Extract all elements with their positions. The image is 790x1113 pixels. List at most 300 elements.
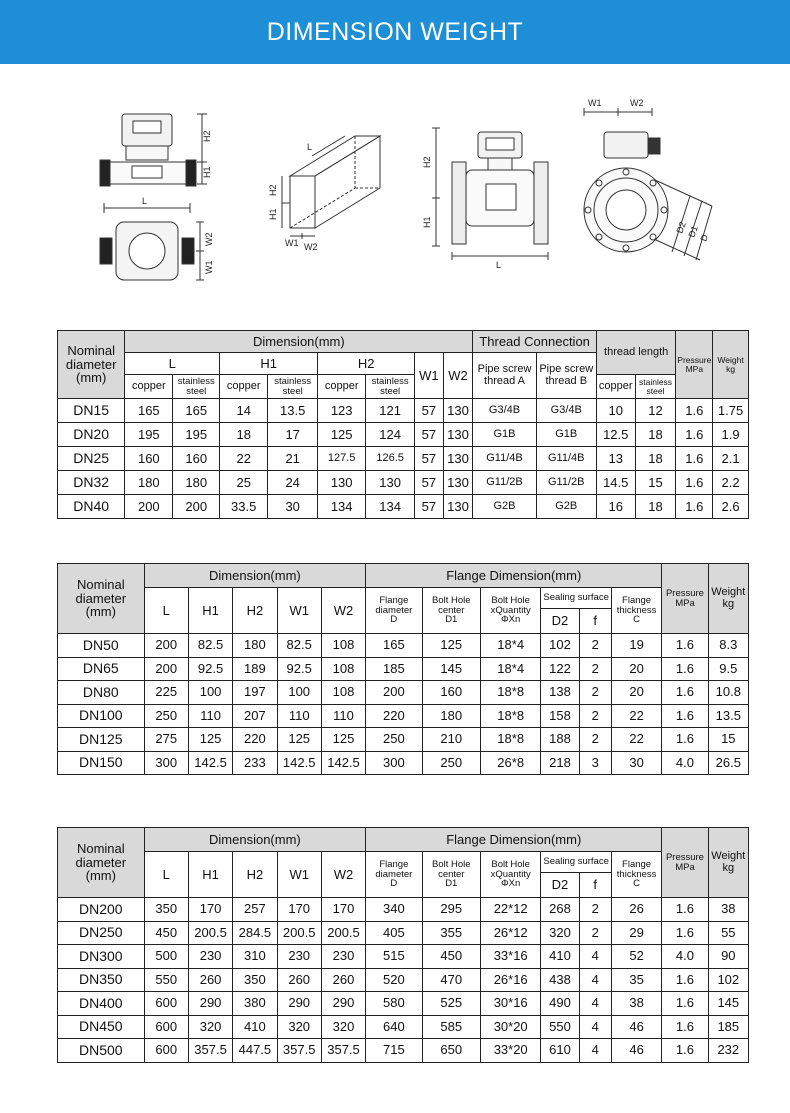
table-cell: 650 <box>422 1039 480 1063</box>
table-cell: 180 <box>233 634 277 658</box>
table-cell: 233 <box>233 751 277 775</box>
table-cell: 450 <box>144 921 188 945</box>
table-cell: 20 <box>611 657 661 681</box>
table-cell: 110 <box>277 704 321 728</box>
w2-label: W2 <box>204 232 214 246</box>
table-cell: 110 <box>188 704 232 728</box>
table-cell: 600 <box>144 1039 188 1063</box>
h1-header: H1 <box>188 588 232 634</box>
pressure-header: Pressure MPa <box>662 564 708 634</box>
table-cell: 124 <box>366 423 415 447</box>
h2-label: H2 <box>202 130 212 142</box>
table-cell: 357.5 <box>277 1039 321 1063</box>
flange-thickness-header: Flange thickness C <box>611 588 661 634</box>
table-cell: 110 <box>321 704 365 728</box>
table-cell: 4.0 <box>662 945 708 969</box>
table-cell: 257 <box>233 898 277 922</box>
table-cell: 490 <box>541 992 579 1016</box>
table-cell: G3/4B <box>473 399 536 423</box>
dimension-header: Dimension(mm) <box>144 828 366 852</box>
table-cell: 200 <box>173 495 220 519</box>
table-cell: 92.5 <box>188 657 232 681</box>
table-cell: 14.5 <box>596 471 635 495</box>
table-cell: 38 <box>611 992 661 1016</box>
pressure-header: Pressure MPa <box>662 828 708 898</box>
threaded-meter-front-drawing <box>100 114 207 186</box>
table-row <box>58 992 749 1016</box>
table-cell: 1.6 <box>676 495 713 519</box>
table-cell: 102 <box>541 634 579 658</box>
w2-header: W2 <box>321 588 365 634</box>
table-cell: G11/4B <box>536 447 596 471</box>
flange-diameter-header: Flange diameter D <box>366 852 422 898</box>
table-cell: 1.6 <box>662 657 708 681</box>
table-cell: 550 <box>541 1015 579 1039</box>
table-cell: 125 <box>318 423 366 447</box>
table-cell: 21 <box>268 447 318 471</box>
table-cell: 26.5 <box>708 751 748 775</box>
table-cell: 320 <box>321 1015 365 1039</box>
table-cell: 200.5 <box>188 921 232 945</box>
l-header: L <box>144 588 188 634</box>
w2-header: W2 <box>321 852 365 898</box>
table-cell: 188 <box>541 728 579 752</box>
table-cell: 195 <box>173 423 220 447</box>
table-cell: 1.6 <box>662 1015 708 1039</box>
table-cell: G3/4B <box>536 399 596 423</box>
flanged-h2-label: H2 <box>422 156 432 168</box>
dimension-drawings <box>0 88 790 288</box>
table-cell: 1.6 <box>662 968 708 992</box>
table-cell: DN80 <box>58 681 145 705</box>
flanged-meter-front-drawing <box>432 128 548 260</box>
w1-header: W1 <box>415 353 444 399</box>
table-cell: 108 <box>321 657 365 681</box>
w1-label: W1 <box>204 260 214 274</box>
f-header: f <box>593 613 598 628</box>
thread-connection-header: Thread Connection <box>473 331 596 353</box>
table-cell: 26*16 <box>480 968 540 992</box>
table-cell: 450 <box>422 945 480 969</box>
table-cell: 320 <box>541 921 579 945</box>
table-cell: 1.75 <box>713 399 749 423</box>
table-cell: DN150 <box>58 751 145 775</box>
table-cell: 33*20 <box>480 1039 540 1063</box>
table-cell: 26 <box>611 898 661 922</box>
table-cell: 46 <box>611 1039 661 1063</box>
table1-body <box>58 399 749 519</box>
table-cell: 585 <box>422 1015 480 1039</box>
table-cell: 410 <box>233 1015 277 1039</box>
box-h1-label: H1 <box>268 208 278 220</box>
table-cell: 1.6 <box>662 992 708 1016</box>
table-cell: 145 <box>708 992 748 1016</box>
bolt-hole-center-header: Bolt Hole center D1 <box>422 588 480 634</box>
table-cell: 300 <box>366 751 422 775</box>
table-cell: 2.2 <box>713 471 749 495</box>
copper-header: copper <box>125 375 173 399</box>
table-cell: 142.5 <box>277 751 321 775</box>
table-cell: 197 <box>233 681 277 705</box>
table3-body <box>58 898 749 1063</box>
box-w1-label: W1 <box>285 238 299 248</box>
flanged-l-label: L <box>496 260 502 270</box>
table-cell: 57 <box>415 399 444 423</box>
h1-header: H1 <box>220 353 318 375</box>
table-cell: 82.5 <box>277 634 321 658</box>
table-cell: 33.5 <box>220 495 268 519</box>
table-cell: 1.6 <box>662 1039 708 1063</box>
table-cell: 121 <box>366 399 415 423</box>
table-cell: 2 <box>579 657 611 681</box>
table-cell: 1.6 <box>676 471 713 495</box>
table-cell: 355 <box>422 921 480 945</box>
table-cell: 123 <box>318 399 366 423</box>
copper-header: copper <box>220 375 268 399</box>
table-cell: 600 <box>144 1015 188 1039</box>
table-cell: DN500 <box>58 1039 145 1063</box>
table-cell: 170 <box>321 898 365 922</box>
table-cell: 290 <box>321 992 365 1016</box>
table-cell: DN250 <box>58 921 145 945</box>
table-cell: 17 <box>268 423 318 447</box>
l-header: L <box>125 353 220 375</box>
table-cell: DN100 <box>58 704 145 728</box>
weight-header: Weight kg <box>708 828 748 898</box>
stainless-header: stainless steel <box>173 375 220 399</box>
table-cell: 500 <box>144 945 188 969</box>
thread-length-header: thread length <box>596 331 676 375</box>
table-cell: 185 <box>708 1015 748 1039</box>
table-cell: 180 <box>125 471 173 495</box>
table-cell: DN400 <box>58 992 145 1016</box>
table-cell: DN50 <box>58 634 145 658</box>
table-cell: G2B <box>473 495 536 519</box>
table-row <box>58 704 749 728</box>
table-cell: DN350 <box>58 968 145 992</box>
stainless-header: stainless steel <box>268 375 318 399</box>
table-cell: 13.5 <box>708 704 748 728</box>
table-cell: 126.5 <box>366 447 415 471</box>
table-cell: 3 <box>579 751 611 775</box>
table-cell: 218 <box>541 751 579 775</box>
h2-header: H2 <box>233 588 277 634</box>
table-cell: 2.1 <box>713 447 749 471</box>
table-cell: 134 <box>366 495 415 519</box>
h2-header: H2 <box>318 353 415 375</box>
table-cell: DN15 <box>58 399 125 423</box>
table-cell: G11/2B <box>536 471 596 495</box>
table-cell: 275 <box>144 728 188 752</box>
table-cell: 38 <box>708 898 748 922</box>
table-cell: 165 <box>366 634 422 658</box>
table-cell: G11/4B <box>473 447 536 471</box>
table-cell: 2.6 <box>713 495 749 519</box>
table-cell: DN125 <box>58 728 145 752</box>
table-cell: 15 <box>708 728 748 752</box>
table-cell: 2 <box>579 898 611 922</box>
table-cell: 57 <box>415 423 444 447</box>
table-row <box>58 423 749 447</box>
table-cell: 12.5 <box>596 423 635 447</box>
box-h2-label: H2 <box>268 184 278 196</box>
table-row <box>58 898 749 922</box>
table-cell: 165 <box>173 399 220 423</box>
table-cell: 220 <box>366 704 422 728</box>
table-cell: 268 <box>541 898 579 922</box>
bolt-hole-quantity-header: Bolt Hole xQuantity ΦXn <box>480 588 540 634</box>
h2-header: H2 <box>233 852 277 898</box>
page-title: DIMENSION WEIGHT <box>266 17 524 46</box>
table-cell: 18*8 <box>480 728 540 752</box>
table-cell: 30 <box>611 751 661 775</box>
table-cell: 4 <box>579 968 611 992</box>
table-cell: 170 <box>277 898 321 922</box>
side-d2-label: D2 <box>674 220 688 235</box>
table-cell: 122 <box>541 657 579 681</box>
table-cell: 200.5 <box>321 921 365 945</box>
table-cell: G2B <box>536 495 596 519</box>
table-cell: 230 <box>321 945 365 969</box>
copper-header: copper <box>596 375 635 399</box>
w1-header: W1 <box>277 588 321 634</box>
table-cell: 138 <box>541 681 579 705</box>
h1-header: H1 <box>188 852 232 898</box>
flange-table-dn200-dn500 <box>57 827 749 1063</box>
flanged-h1-label: H1 <box>422 216 432 228</box>
weight-header: Weight kg <box>708 564 748 634</box>
table-cell: 200 <box>366 681 422 705</box>
table-cell: 57 <box>415 471 444 495</box>
table-cell: 9.5 <box>708 657 748 681</box>
table-row <box>58 968 749 992</box>
stainless-header: stainless steel <box>366 375 415 399</box>
table-row <box>58 945 749 969</box>
table-row <box>58 634 749 658</box>
table-cell: 320 <box>277 1015 321 1039</box>
table-cell: 340 <box>366 898 422 922</box>
table-row <box>58 657 749 681</box>
side-d-label: D <box>698 233 711 243</box>
table-cell: 16 <box>596 495 635 519</box>
table-cell: 12 <box>635 399 676 423</box>
table-cell: 102 <box>708 968 748 992</box>
table-cell: 250 <box>366 728 422 752</box>
table-cell: 1.6 <box>662 898 708 922</box>
table-cell: 13.5 <box>268 399 318 423</box>
table-cell: 33*16 <box>480 945 540 969</box>
thread-connection-table <box>57 330 749 519</box>
box-l-label: L <box>307 142 313 152</box>
sealing-surface-label: Sealing surface <box>541 588 610 609</box>
table-cell: 260 <box>277 968 321 992</box>
table-cell: 26*12 <box>480 921 540 945</box>
table-cell: 232 <box>708 1039 748 1063</box>
table-cell: 600 <box>144 992 188 1016</box>
table-cell: 30*16 <box>480 992 540 1016</box>
f-header: f <box>593 877 598 892</box>
table-cell: 1.6 <box>662 634 708 658</box>
table-cell: 4 <box>579 1039 611 1063</box>
table-cell: 160 <box>173 447 220 471</box>
table-cell: 515 <box>366 945 422 969</box>
table-cell: 25 <box>220 471 268 495</box>
table-cell: 22 <box>220 447 268 471</box>
table-cell: DN40 <box>58 495 125 519</box>
dimension-header: Dimension(mm) <box>125 331 473 353</box>
table-cell: 14 <box>220 399 268 423</box>
pressure-header: Pressure MPa <box>676 331 713 399</box>
table-cell: 220 <box>233 728 277 752</box>
table-cell: 350 <box>233 968 277 992</box>
table-cell: 210 <box>422 728 480 752</box>
table-cell: 207 <box>233 704 277 728</box>
l-label: L <box>142 196 148 206</box>
side-w1-label: W1 <box>588 98 602 108</box>
table-cell: 290 <box>277 992 321 1016</box>
table-cell: 200.5 <box>277 921 321 945</box>
table-cell: DN32 <box>58 471 125 495</box>
h1-label: H1 <box>202 166 212 178</box>
table-cell: 82.5 <box>188 634 232 658</box>
table-cell: 134 <box>318 495 366 519</box>
table-cell: 90 <box>708 945 748 969</box>
table-cell: 180 <box>173 471 220 495</box>
d2-header: D2 <box>541 873 579 897</box>
table-cell: 195 <box>125 423 173 447</box>
table-cell: 130 <box>443 399 473 423</box>
bolt-hole-center-header: Bolt Hole center D1 <box>422 852 480 898</box>
pipe-screw-b-header: Pipe screw thread B <box>536 353 596 399</box>
table-row <box>58 399 749 423</box>
table-cell: 18*8 <box>480 704 540 728</box>
table-cell: 18*4 <box>480 634 540 658</box>
table-cell: 130 <box>443 447 473 471</box>
table-cell: 4.0 <box>662 751 708 775</box>
table-cell: 357.5 <box>188 1039 232 1063</box>
table-row <box>58 447 749 471</box>
table-cell: 405 <box>366 921 422 945</box>
table-row <box>58 921 749 945</box>
table-cell: 24 <box>268 471 318 495</box>
side-d1-label: D1 <box>686 224 700 239</box>
table-cell: 108 <box>321 634 365 658</box>
table-row <box>58 471 749 495</box>
nominal-diameter-header: Nominal diameter (mm) <box>58 331 125 399</box>
table-cell: 200 <box>125 495 173 519</box>
table-cell: DN450 <box>58 1015 145 1039</box>
table-cell: 22*12 <box>480 898 540 922</box>
table-cell: 290 <box>188 992 232 1016</box>
l-header: L <box>144 852 188 898</box>
table-cell: 310 <box>233 945 277 969</box>
table-cell: 8.3 <box>708 634 748 658</box>
table-cell: 26*8 <box>480 751 540 775</box>
table-cell: 55 <box>708 921 748 945</box>
table-cell: 470 <box>422 968 480 992</box>
table-cell: 145 <box>422 657 480 681</box>
w1-header: W1 <box>277 852 321 898</box>
table-cell: 108 <box>321 681 365 705</box>
table-cell: 4 <box>579 945 611 969</box>
copper-header: copper <box>318 375 366 399</box>
title-banner <box>0 0 790 64</box>
table-cell: 142.5 <box>188 751 232 775</box>
table-cell: 100 <box>188 681 232 705</box>
d2-header: D2 <box>541 609 579 633</box>
box-w2-label: W2 <box>304 242 318 252</box>
nominal-diameter-header: Nominal diameter (mm) <box>58 564 145 634</box>
table-cell: 260 <box>321 968 365 992</box>
table-cell: 185 <box>366 657 422 681</box>
table-cell: 1.6 <box>662 681 708 705</box>
table-cell: 15 <box>635 471 676 495</box>
table-cell: 158 <box>541 704 579 728</box>
flange-dimension-header: Flange Dimension(mm) <box>366 564 662 588</box>
table-cell: 130 <box>318 471 366 495</box>
table-cell: 130 <box>366 471 415 495</box>
table-cell: 142.5 <box>321 751 365 775</box>
table-cell: 1.6 <box>676 399 713 423</box>
nominal-diameter-header: Nominal diameter (mm) <box>58 828 145 898</box>
table-cell: DN65 <box>58 657 145 681</box>
table-cell: 125 <box>277 728 321 752</box>
flange-diameter-header: Flange diameter D <box>366 588 422 634</box>
table-cell: 18 <box>635 495 676 519</box>
table-cell: 320 <box>188 1015 232 1039</box>
table-cell: 57 <box>415 495 444 519</box>
table-cell: 610 <box>541 1039 579 1063</box>
table-cell: 350 <box>144 898 188 922</box>
table-cell: 46 <box>611 1015 661 1039</box>
table-cell: 100 <box>277 681 321 705</box>
table-cell: G11/2B <box>473 471 536 495</box>
table-cell: 225 <box>144 681 188 705</box>
table-cell: 125 <box>188 728 232 752</box>
table-cell: 29 <box>611 921 661 945</box>
table-cell: 18*4 <box>480 657 540 681</box>
table-cell: 22 <box>611 728 661 752</box>
sealing-surface-header <box>541 588 611 634</box>
table-cell: 2 <box>579 728 611 752</box>
table-cell: 357.5 <box>321 1039 365 1063</box>
table-cell: 130 <box>443 495 473 519</box>
table-cell: 2 <box>579 921 611 945</box>
table-cell: 715 <box>366 1039 422 1063</box>
table-cell: 525 <box>422 992 480 1016</box>
w2-header: W2 <box>443 353 473 399</box>
table-cell: 30 <box>268 495 318 519</box>
table-row <box>58 495 749 519</box>
flange-table-dn50-dn150 <box>57 563 749 775</box>
table-cell: DN200 <box>58 898 145 922</box>
table-cell: 1.6 <box>662 921 708 945</box>
pipe-screw-a-header: Pipe screw thread A <box>473 353 536 399</box>
table-cell: 1.6 <box>676 423 713 447</box>
table-row <box>58 728 749 752</box>
table-cell: 20 <box>611 681 661 705</box>
flange-thickness-header: Flange thickness C <box>611 852 661 898</box>
table-row <box>58 1039 749 1063</box>
table-cell: 250 <box>422 751 480 775</box>
table-cell: 1.6 <box>662 704 708 728</box>
stainless-header: stainless steel <box>635 375 676 399</box>
table-cell: 1.9 <box>713 423 749 447</box>
table-cell: G1B <box>473 423 536 447</box>
table-cell: 4 <box>579 992 611 1016</box>
table-cell: 200 <box>144 657 188 681</box>
table-cell: 180 <box>422 704 480 728</box>
